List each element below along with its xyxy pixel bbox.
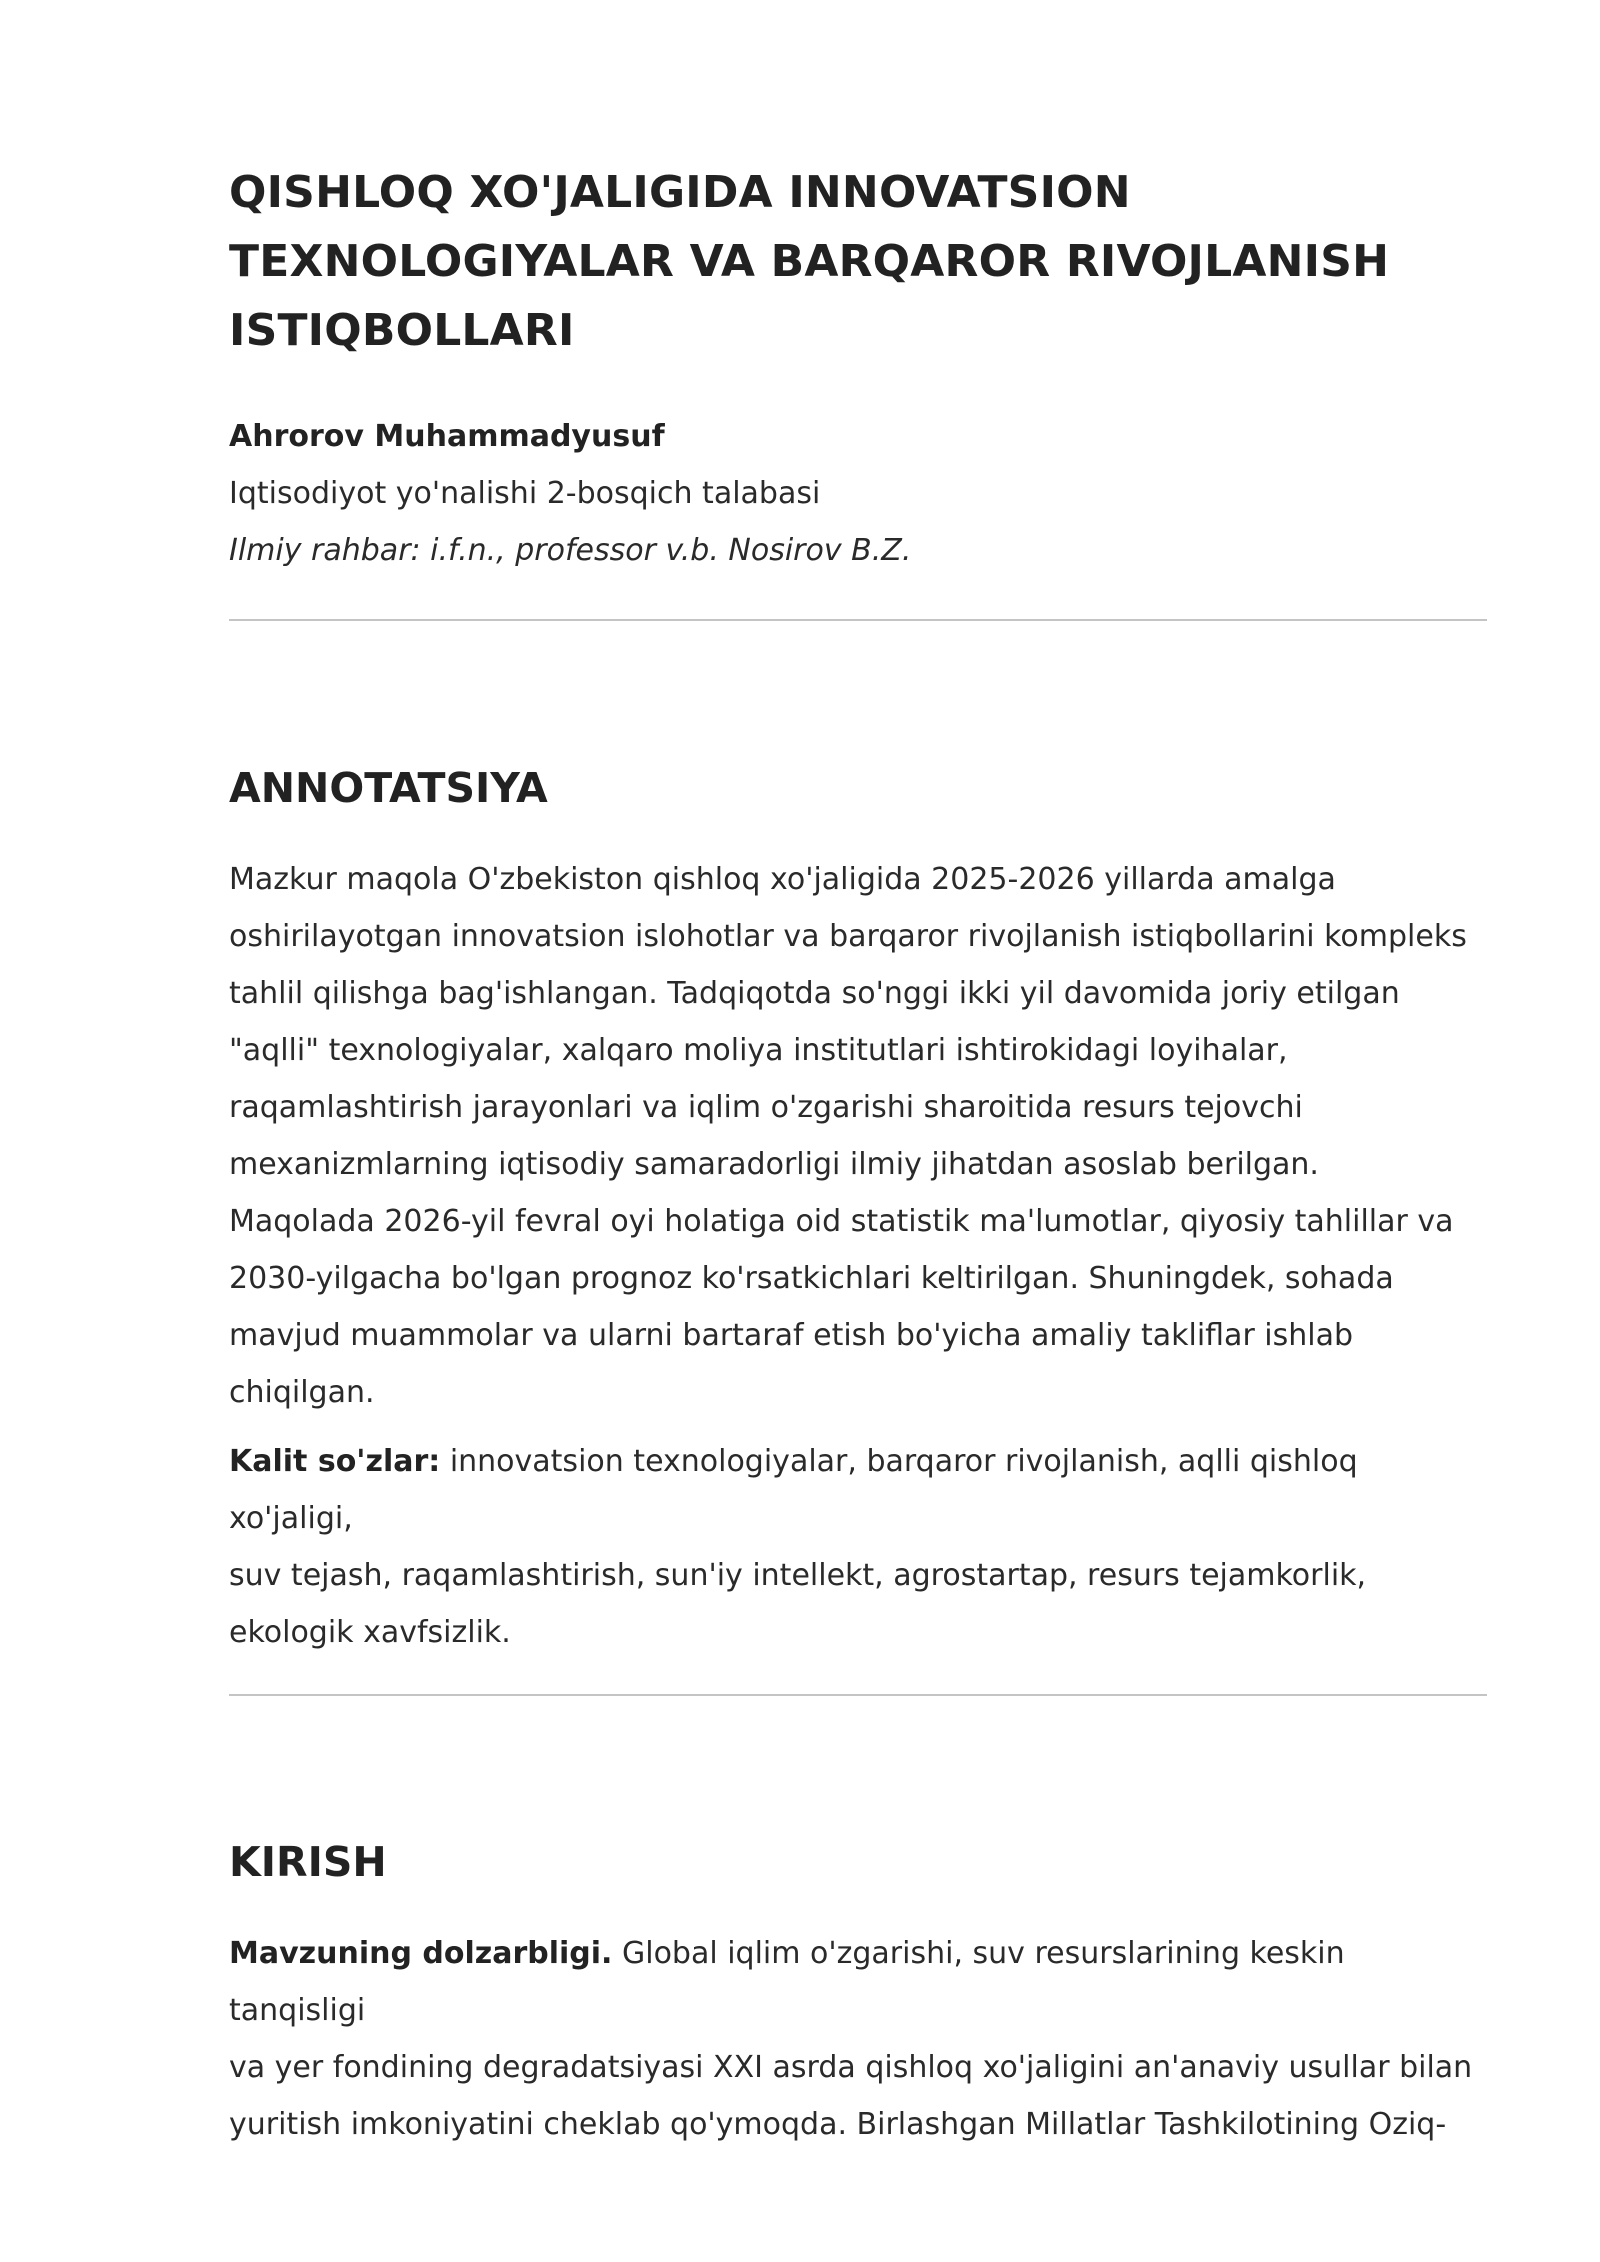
annotation-line: "aqlli" texnologiyalar, xalqaro moliya institutlari ishtirokidagi loyihalar, (229, 1033, 1288, 1068)
annotation-line: oshirilayotgan innovatsion islohotlar va barqaror rivojlanish istiqbollarini kompleks (229, 919, 1467, 954)
introduction-paragraph (229, 1925, 1487, 2153)
author-supervisor: Ilmiy rahbar: i.f.n., professor v.b. Nosirov B.Z. (229, 533, 912, 568)
title-line: QISHLOQ XO'JALIGIDA INNOVATSION (229, 167, 1131, 218)
author-position: Iqtisodiyot yo'nalishi 2-bosqich talabasi (229, 476, 821, 511)
annotation-paragraph (229, 851, 1487, 1421)
author-block (229, 408, 1487, 579)
annotation-heading: ANNOTATSIYA (229, 764, 548, 812)
keywords-line: ekologik xavfsizlik. (229, 1615, 511, 1650)
article-page (229, 158, 1487, 2153)
annotation-line: raqamlashtirish jarayonlari va iqlim o'zgarishi sharoitida resurs tejovchi (229, 1090, 1303, 1125)
annotation-line: mexanizmlarning iqtisodiy samaradorligi ilmiy jihatdan asoslab berilgan. (229, 1147, 1319, 1182)
annotation-line: mavjud muammolar va ularni bartaraf etish bo'yicha amaliy takliflar ishlab (229, 1318, 1354, 1353)
keywords-paragraph (229, 1433, 1487, 1661)
annotation-line: chiqilgan. (229, 1375, 375, 1410)
section-divider (229, 1694, 1487, 1696)
annotation-line: Mazkur maqola O'zbekiston qishloq xo'jaligida 2025-2026 yillarda amalga (229, 862, 1336, 897)
title-line: TEXNOLOGIYALAR VA BARQAROR RIVOJLANISH (229, 236, 1390, 287)
article-title (229, 158, 1487, 365)
section-divider (229, 619, 1487, 621)
title-line: ISTIQBOLLARI (229, 305, 575, 356)
introduction-heading: KIRISH (229, 1838, 387, 1886)
keywords-line: innovatsion texnologiyalar, barqaror rivojlanish, aqlli qishloq xo'jaligi, (229, 1444, 1358, 1536)
introduction-line: Global iqlim o'zgarishi, suv resurslarining keskin tanqisligi (229, 1936, 1345, 2028)
introduction-line: va yer fondining degradatsiyasi XXI asrda qishloq xo'jaligini an'anaviy usullar bilan (229, 2050, 1473, 2085)
keywords-label: Kalit so'zlar: (229, 1444, 441, 1479)
annotation-line: Maqolada 2026-yil fevral oyi holatiga oid statistik ma'lumotlar, qiyosiy tahlillar va (229, 1204, 1454, 1239)
introduction-line: yuritish imkoniyatini cheklab qo'ymoqda. Birlashgan Millatlar Tashkilotining Oziq- (229, 2107, 1447, 2142)
relevance-label: Mavzuning dolzarbligi. (229, 1936, 613, 1971)
annotation-line: 2030-yilgacha bo'lgan prognoz ko'rsatkichlari keltirilgan. Shuningdek, sohada (229, 1261, 1394, 1296)
author-name: Ahrorov Muhammadyusuf (229, 419, 665, 454)
annotation-line: tahlil qilishga bag'ishlangan. Tadqiqotda so'nggi ikki yil davomida joriy etilgan (229, 976, 1400, 1011)
keywords-line: suv tejash, raqamlashtirish, sun'iy intellekt, agrostartap, resurs tejamkorlik, (229, 1558, 1367, 1593)
